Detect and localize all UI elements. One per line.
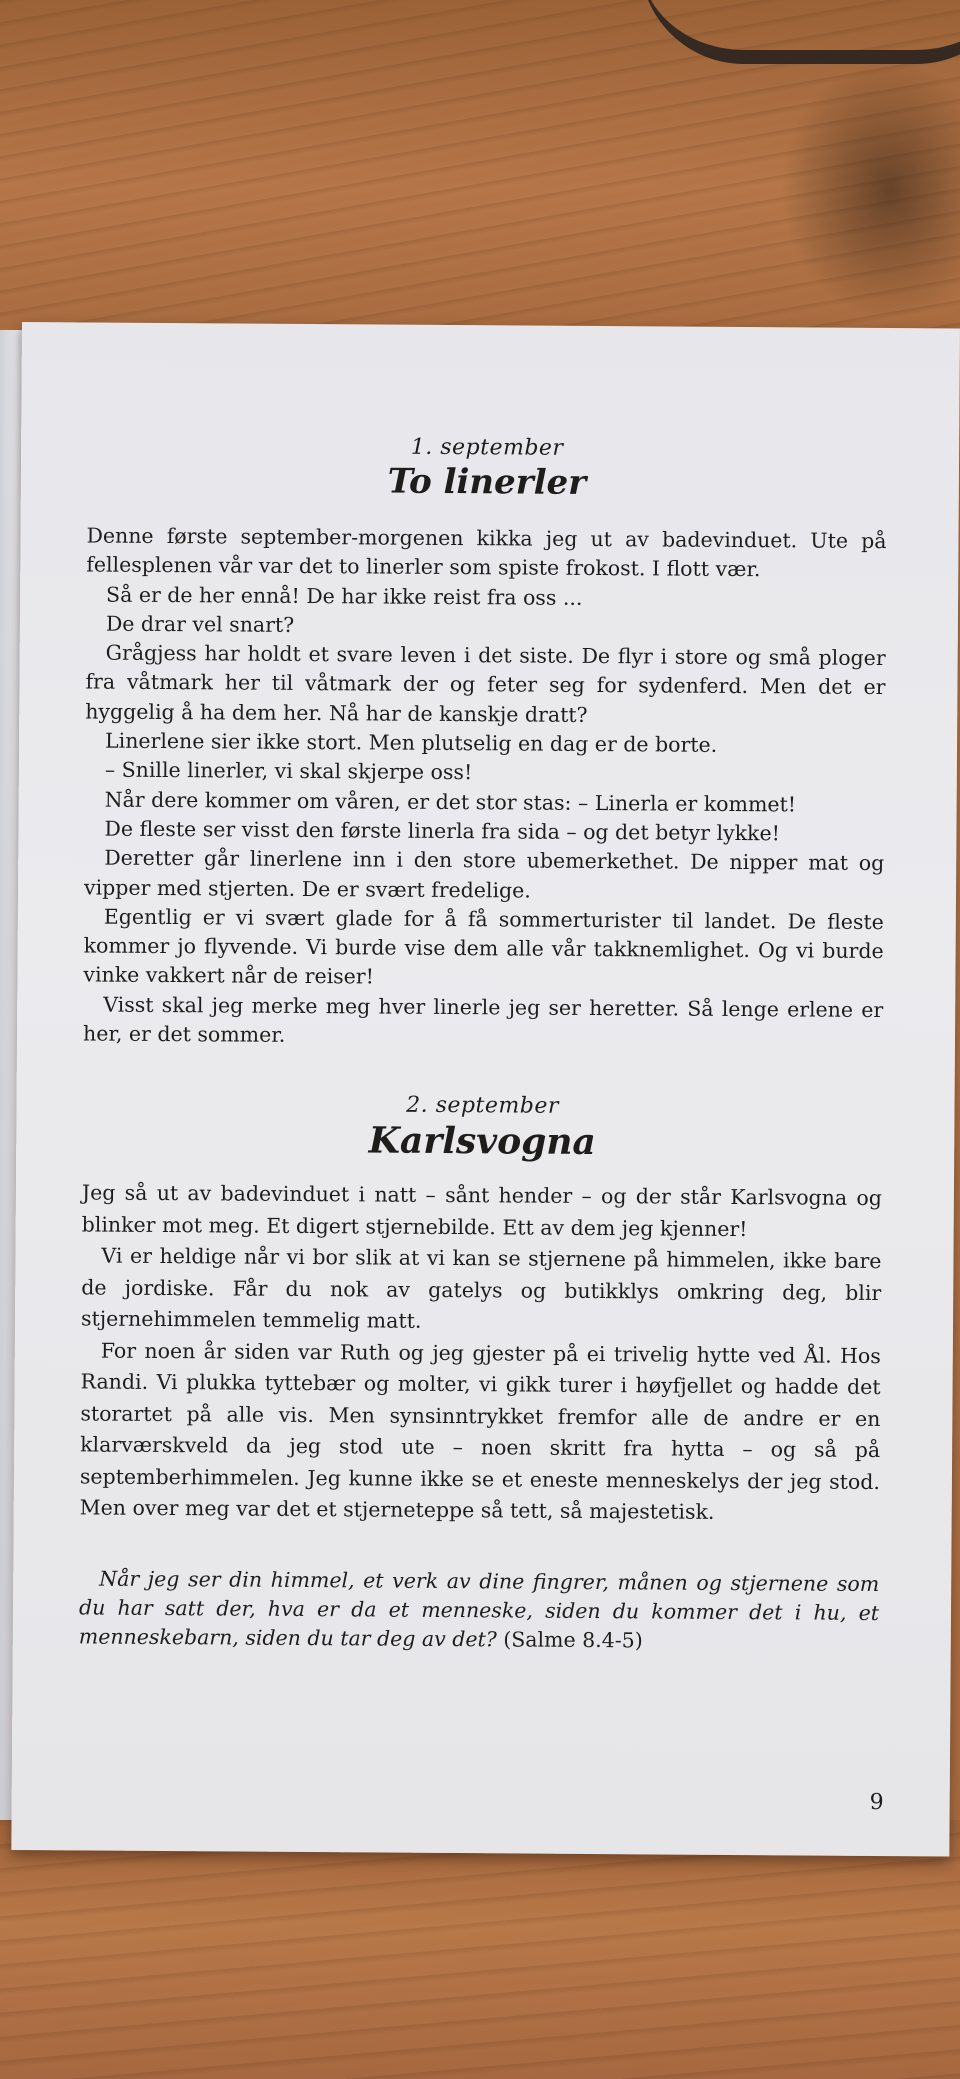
- wooden-table-bottom: [0, 1820, 960, 2079]
- paragraph: De drar vel snart?: [105, 611, 295, 637]
- page-number: 9: [869, 1789, 884, 1816]
- paragraph: – Snille linerler, vi skal skjerpe oss!: [104, 757, 473, 785]
- paragraph: For noen år siden var Ruth og jeg gjester på ei trivelig hytte ved Ål. Hos Randi. Vi plukka tyttebær og molter, vi gikk turer i høyfjellet og hadde det storartet på alle vis. Men synsinntrykket fremfor alle de andre er en klarværskveld da jeg stod ute – noen skritt fra hytta – og så på septemberhimmelen. Jeg kunne ikke se et eneste menneskelys der jeg stod. Men over meg var det et stjerneteppe så tett, så majestetisk.: [79, 1338, 881, 1525]
- paragraph: Vi er heldige når vi bor slik at vi kan se stjernene på himmelen, ikke bare de jordiske. Får du nok av gatelys og butikklys omkring deg, blir stjernehimmelen temmelig matt.: [80, 1243, 882, 1334]
- quote-text: Når jeg ser din himmel, et verk av dine fingrer, månen og stjernene som du har satt der, hva er da et menneske, siden du kommer det i hu, et menneskebarn, siden du tar deg av det?: [78, 1566, 880, 1652]
- paragraph: Egentlig er vi svært glade for å få sommerturister til landet. De fleste kommer jo flyvende. Vi burde vise dem alle vår takknemlighet. Og vi burde vinke vakkert når de reiser!: [83, 904, 884, 989]
- paragraph: Jeg så ut av badevinduet i natt – sånt hender – og der står Karlsvogna og blinker mot meg. Et digert stjernebilde. Ett av dem jeg kjenner!: [81, 1180, 882, 1241]
- paragraph: Grågjess har holdt et svare leven i det siste. De flyr i store og små ploger fra våtmark her til våtmark der og feter seg for sydenferd. Men det er hyggelig å ha dem her. Nå har de kanskje dratt?: [85, 640, 886, 727]
- section-title: Karlsvogna: [368, 1119, 596, 1164]
- section-title: To linerler: [387, 461, 587, 503]
- section-date: 1. september: [410, 434, 564, 461]
- paragraph: Linerlene sier ikke stort. Men plutselig en dag er de borte.: [104, 728, 718, 757]
- bible-quote: [79, 1564, 880, 1657]
- paragraph: Så er de her ennå! De har ikke reist fra oss ...: [106, 582, 583, 610]
- section-2: [79, 1091, 883, 1658]
- section-1: [83, 432, 887, 1054]
- section-date: 2. september: [406, 1093, 559, 1120]
- quote-reference: (Salme 8.4-5): [496, 1627, 643, 1653]
- paragraph: Visst skal jeg merke meg hver linerle jeg ser heretter. Så lenge erlene er her, er det sommer.: [82, 992, 884, 1047]
- paragraph: Denne første september-morgenen kikka jeg ut av badevinduet. Ute på fellesplenen vår var det to linerler som spiste frokost. I flott vær.: [86, 523, 887, 582]
- paragraph: De fleste ser visst den første linerla fra sida – og det betyr lykke!: [104, 816, 780, 846]
- book-page: [11, 322, 960, 1857]
- paragraph: Deretter går linerlene inn i den store ubemerkethet. De nipper mat og vipper med stjerten. De er svært fredelige.: [83, 845, 885, 903]
- page-content: [79, 432, 888, 1678]
- shadow: [780, 60, 960, 320]
- paragraph: Når dere kommer om våren, er det stor stas: – Linerla er kommet!: [104, 787, 797, 817]
